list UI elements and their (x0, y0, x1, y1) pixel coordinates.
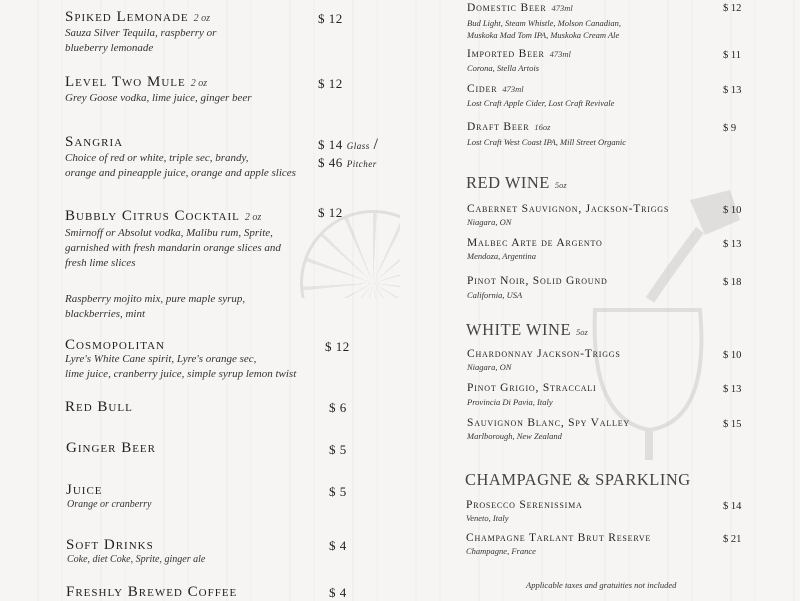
price-glass: $ 14 Glass / (318, 136, 379, 153)
wine-price: $ 10 (723, 205, 742, 216)
menu-item-name: Soft Drinks (66, 537, 154, 553)
wine-name: Malbec Arte de Argento (467, 237, 603, 249)
menu-item-name: Cosmopolitan (65, 337, 165, 353)
menu-item-price: $ 4 (329, 538, 347, 553)
menu-item-desc: Orange or cranberry (67, 499, 152, 510)
wine-origin: Marlborough, New Zealand (467, 431, 562, 441)
lemon-illustration (290, 200, 400, 298)
beer-desc: Lost Craft Apple Cider, Lost Craft Revivale (467, 98, 615, 108)
beer-price: $ 11 (723, 50, 741, 61)
menu-item-name: Juice (66, 482, 103, 498)
section-heading-sparkling: CHAMPAGNE & SPARKLING (465, 470, 691, 489)
beer-price: $ 13 (723, 85, 742, 96)
beer-desc: Bud Light, Steam Whistle, Molson Canadian, Muskoka Mad Tom IPA, Muskoka Cream Ale (467, 18, 621, 40)
menu-item-price: $ 12 (318, 205, 343, 220)
wine-price: $ 18 (723, 277, 742, 288)
beer-price: $ 12 (723, 3, 742, 14)
wine-name: Pinot Grigio, Straccali (467, 382, 597, 394)
menu-item-desc-partial: Raspberry mojito mix, pure maple syrup, blackberries, mint (65, 293, 246, 320)
menu-item-desc: Grey Goose vodka, lime juice, ginger beer (65, 92, 252, 104)
footer-note: Applicable taxes and gratuities not included (526, 580, 677, 590)
beer-name: Imported Beer 473ml (467, 48, 571, 60)
price-pitcher: $ 46 Pitcher (318, 155, 377, 170)
wine-name: Champagne Tarlant Brut Reserve (466, 532, 652, 544)
wine-name: Chardonnay Jackson-Triggs (467, 348, 621, 360)
wine-price: $ 10 (723, 350, 742, 361)
menu-item-price: $ 12 (318, 76, 343, 91)
wine-price: $ 15 (723, 419, 742, 430)
menu-item-name: Red Bull (65, 399, 133, 415)
wine-origin: Niagara, ON (467, 217, 512, 227)
menu-item-desc: Sauza Silver Tequila, raspberry or blueberry lemonade (65, 27, 217, 54)
beer-price: $ 9 (723, 123, 737, 134)
beer-desc: Lost Craft West Coast IPA, Mill Street Organic (467, 137, 626, 147)
menu-item-price: $ 12 (318, 11, 343, 26)
section-heading-red-wine: RED WINE 5oz (466, 173, 567, 192)
beer-desc: Corona, Stella Artois (467, 63, 540, 73)
menu-item-name: Sangria (65, 134, 124, 150)
menu-item-desc: Lyre's White Cane spirit, Lyre's orange sec, lime juice, cranberry juice, simple syrup lemon twist (65, 353, 297, 380)
wine-name: Sauvignon Blanc, Spy Valley (467, 417, 630, 429)
section-heading-white-wine: WHITE WINE 5oz (466, 320, 588, 339)
menu-item-name: Ginger Beer (66, 440, 156, 456)
wine-price: $ 13 (723, 239, 742, 250)
beer-name: Domestic Beer 473ml (467, 2, 573, 14)
wine-name: Cabernet Sauvignon, Jackson-Triggs (467, 203, 670, 215)
menu-item-name: Bubbly Citrus Cocktail 2 oz (65, 208, 262, 224)
beer-name: Draft Beer 16oz (467, 121, 551, 133)
menu-item-desc: Coke, diet Coke, Sprite, ginger ale (67, 554, 206, 565)
wine-origin: California, USA (467, 290, 523, 300)
wine-origin: Mendoza, Argentina (467, 251, 536, 261)
menu-item-price: $ 5 (329, 484, 347, 499)
wine-price: $ 14 (723, 501, 742, 512)
wine-price: $ 13 (723, 384, 742, 395)
wine-name: Prosecco Serenissima (466, 499, 583, 511)
wine-origin: Veneto, Italy (466, 513, 509, 523)
wine-name: Pinot Noir, Solid Ground (467, 275, 608, 287)
menu-item-name: Spiked Lemonade 2 oz (65, 9, 211, 25)
wine-origin: Niagara, ON (467, 362, 512, 372)
menu-item-name: Level Two Mule 2 oz (65, 74, 208, 90)
menu-item-price: $ 4 (329, 585, 347, 600)
wine-origin: Champagne, France (466, 546, 536, 556)
menu-item-price: $ 12 (325, 339, 350, 354)
menu-item-desc: Smirnoff or Absolut vodka, Malibu rum, Sprite, garnished with fresh mandarin orange slices and fresh lime slices (65, 227, 281, 269)
menu-item-price: $ 5 (329, 442, 347, 457)
wine-origin: Provincia Di Pavia, Italy (467, 397, 553, 407)
wine-price: $ 21 (723, 534, 742, 545)
menu-item-price: $ 6 (329, 400, 347, 415)
beer-name: Cider 473ml (467, 83, 524, 95)
menu-item-name: Freshly Brewed Coffee (66, 584, 238, 600)
menu-item-desc: Choice of red or white, triple sec, brandy, orange and pineapple juice, orange and apple slices (65, 152, 296, 179)
